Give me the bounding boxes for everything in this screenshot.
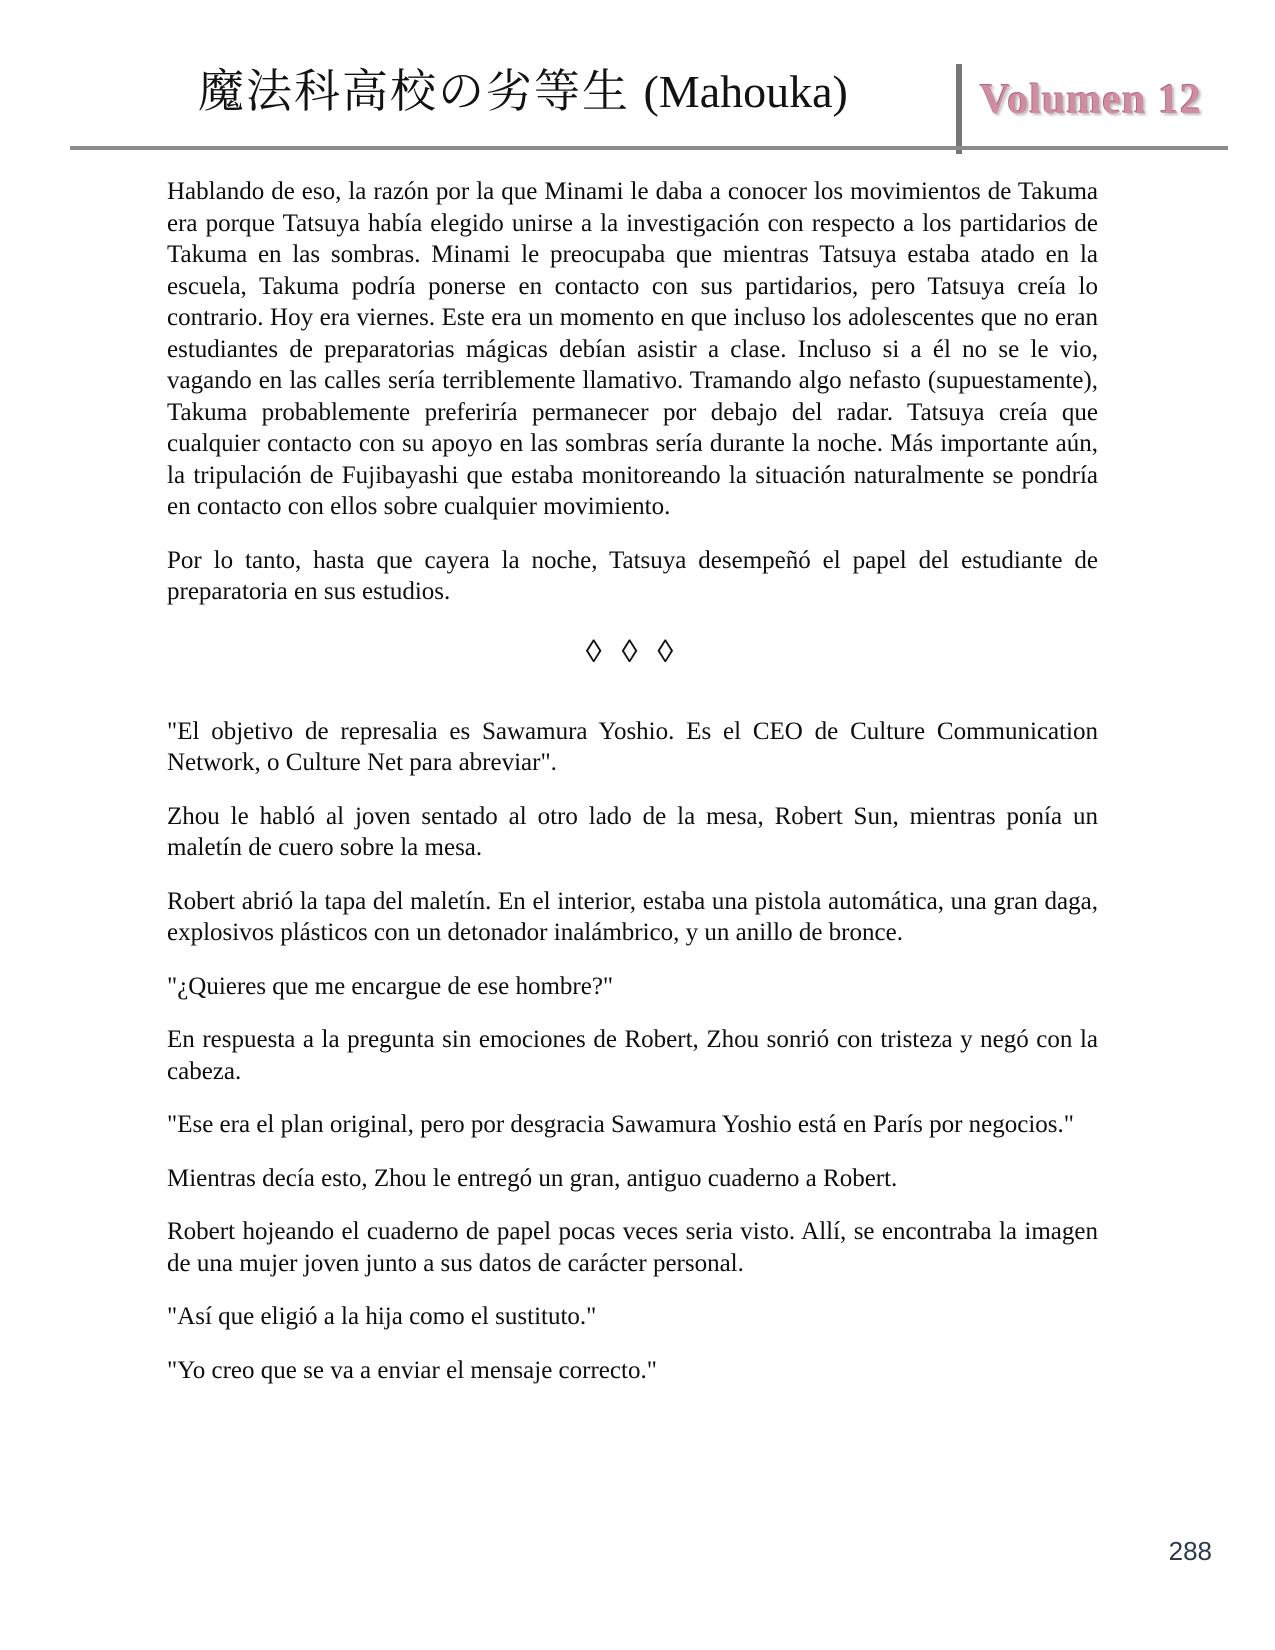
body-paragraph: Zhou le habló al joven sentado al otro lado de la mesa, Robert Sun, mientras ponía un maletín de cuero sobre la mesa. [167,802,1098,861]
body-paragraph: Robert hojeando el cuaderno de papel pocas veces seria visto. Allí, se encontraba la imagen de una mujer joven junto a sus datos de carácter personal. [167,1218,1098,1277]
page-number: 288 [1168,1536,1212,1566]
header-rule [70,146,1228,150]
body-text [167,176,1098,1408]
title-latin: (Mahouka) [643,66,848,117]
body-paragraph: Mientras decía esto, Zhou le entregó un gran, antiguo cuaderno a Robert. [167,1164,898,1192]
body-paragraph: "Así que eligió a la hija como el sustituto." [167,1303,597,1330]
page-title [198,64,848,119]
header-divider-bar [956,64,962,154]
title-japanese: 魔法科高校の劣等生 [198,66,630,117]
volume-label: Volumen 12 [980,77,1202,123]
body-paragraph: Hablando de eso, la razón por la que Minami le daba a conocer los movimientos de Takuma era porque Tatsuya había elegido unirse a la investigación con respecto a los partidarios de Takuma en las sombras. Minami le preocupaba que mientras Tatsuya estaba atado en la escuela, Takuma podría ponerse en contacto con sus partidarios, pero Tatsuya creía lo contrario. Hoy era viernes. Este era un momento en que incluso los adolescentes que no eran estudiantes de preparatorias mágicas debían asistir a clase. Incluso si a él no se le vio, vagando en las calles sería terriblemente llamativo. Tramando algo nefasto (supuestamente), Takuma probablemente preferiría permanecer por debajo del radar. Tatsuya creía que cualquier contacto con su apoyo en las sombras sería durante la noche. Más importante aún, la tripulación de Fujibayashi que estaba monitoreando la situación naturalmente se pondría en contacto con ellos sobre cualquier movimiento. [167,178,1098,520]
scene-break-divider: ◊ ◊ ◊ [585,632,680,669]
body-paragraph: Robert abrió la tapa del maletín. En el interior, estaba una pistola automática, una gran daga, explosivos plásticos con un detonador inalámbrico, y un anillo de bronce. [167,887,1098,946]
body-paragraph: "¿Quieres que me encargue de ese hombre?" [167,972,614,1000]
body-paragraph: "Ese era el plan original, pero por desgracia Sawamura Yoshio está en París por negocios." [167,1111,1074,1138]
body-paragraph: Por lo tanto, hasta que cayera la noche, Tatsuya desempeñó el papel del estudiante de preparatoria en sus estudios. [167,546,1098,605]
body-paragraph: "Yo creo que se va a enviar el mensaje correcto." [167,1356,657,1384]
body-paragraph: En respuesta a la pregunta sin emociones de Robert, Zhou sonrió con tristeza y negó con la cabeza. [167,1026,1098,1085]
body-paragraph: "El objetivo de represalia es Sawamura Yoshio. Es el CEO de Culture Communication Network, o Culture Net para abreviar". [167,717,1098,776]
